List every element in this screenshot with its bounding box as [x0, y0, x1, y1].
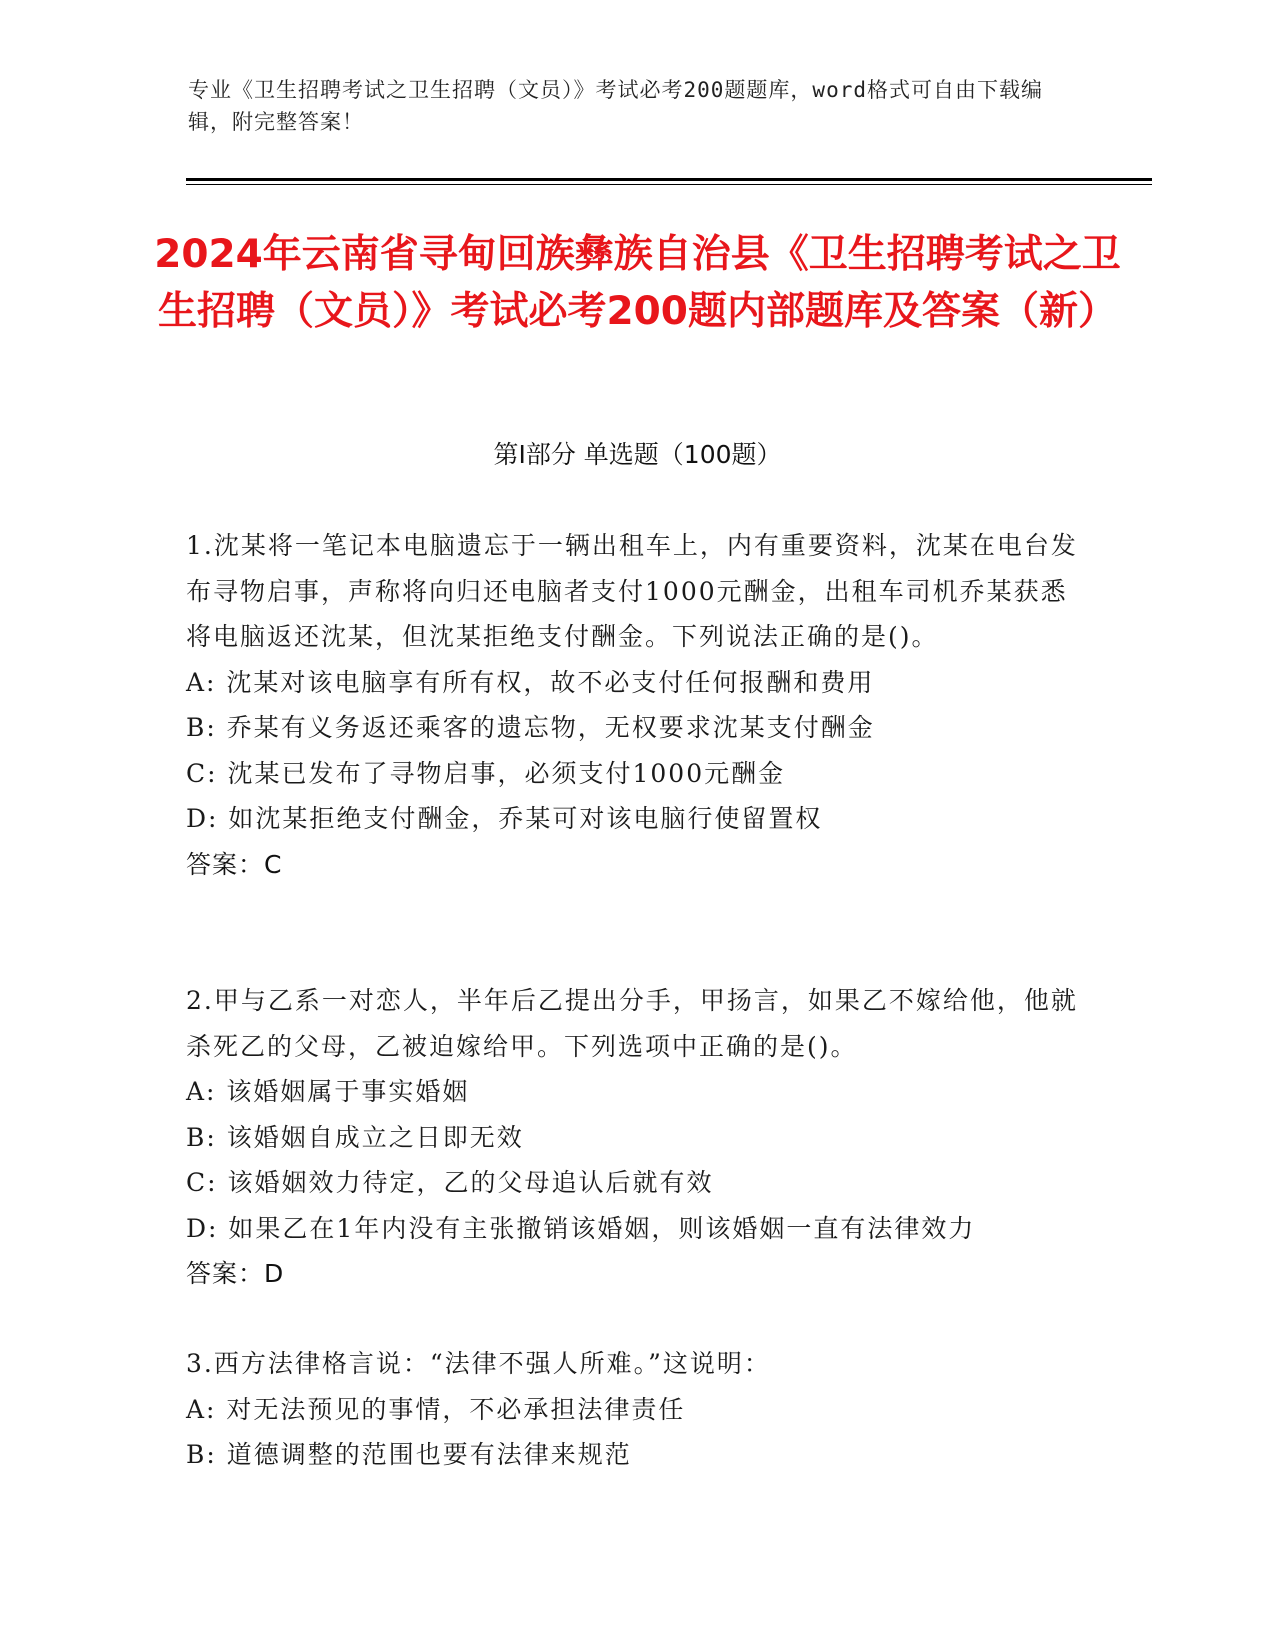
option-d: D: 如沈某拒绝支付酬金，乔某可对该电脑行使留置权 — [186, 804, 823, 833]
header-rule-thin — [186, 184, 1152, 185]
option-a: A: 沈某对该电脑享有所有权，故不必支付任何报酬和费用 — [186, 667, 875, 697]
question-stem: 3.西方法律格言说：“法律不强人所难。”这说明： — [186, 1349, 771, 1378]
question-3 — [186, 1341, 1086, 1478]
option-a: A: 该婚姻属于事实婚姻 — [186, 1077, 470, 1106]
option-c: C: 该婚姻效力待定，乙的父母追认后就有效 — [186, 1168, 714, 1197]
header-rule-thick — [186, 178, 1152, 181]
option-b: B: 道德调整的范围也要有法律来规范 — [186, 1440, 632, 1469]
question-2 — [186, 978, 1086, 1297]
option-c: C: 沈某已发布了寻物启事，必须支付1000元酬金 — [186, 758, 786, 788]
header-note: 专业《卫生招聘考试之卫生招聘（文员）》考试必考200题题库，word格式可自由下载编辑，附完整答案！ — [188, 78, 1043, 134]
question-stem: 2.甲与乙系一对恋人，半年后乙提出分手，甲扬言，如果乙不嫁给他，他就杀死乙的父母，乙被迫嫁给甲。下列选项中正确的是()。 — [186, 986, 1078, 1061]
section-title: 第I部分 单选题（100题） — [493, 440, 782, 469]
question-stem: 1.沈某将一笔记本电脑遗忘于一辆出租车上，内有重要资料，沈某在电台发布寻物启事，声称将向归还电脑者支付1000元酬金，出租车司机乔某获悉将电脑返还沈某，但沈某拒绝支付酬金。下列说法正确的是()。 — [186, 531, 1078, 651]
document-title: 2024年云南省寻甸回族彝族自治县《卫生招聘考试之卫生招聘（文员）》考试必考200题内部题库及答案（新） — [154, 232, 1121, 334]
question-1 — [186, 523, 1086, 887]
option-b: B: 该婚姻自成立之日即无效 — [186, 1122, 524, 1152]
option-d: D: 如果乙在1年内没有主张撤销该婚姻，则该婚姻一直有法律效力 — [186, 1213, 976, 1243]
option-a: A: 对无法预见的事情，不必承担法律责任 — [186, 1394, 686, 1424]
option-b: B: 乔某有义务返还乘客的遗忘物，无权要求沈某支付酬金 — [186, 713, 875, 742]
answer: 答案：D — [186, 1259, 285, 1288]
answer: 答案：C — [186, 849, 283, 879]
